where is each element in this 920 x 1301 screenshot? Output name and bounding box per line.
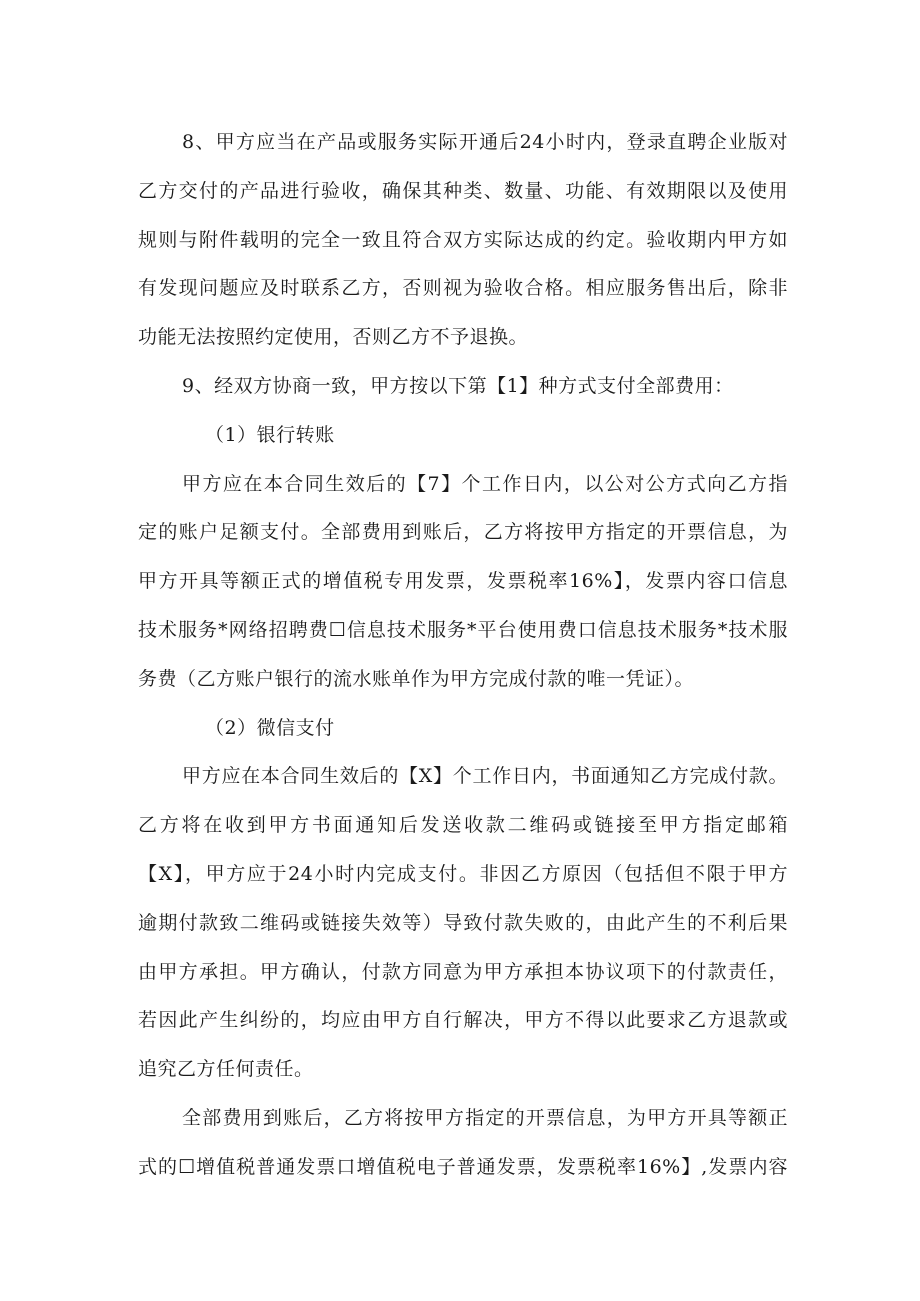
bank-transfer-line-2: 定的账户足额支付。全部费用到账后，乙方将按甲方指定的开票信息，为 <box>138 521 788 544</box>
wechat-pay-line-1: 甲方应在本合同生效后的【X】个工作日内，书面通知乙方完成付款。 <box>182 765 788 788</box>
wechat-pay-line-2: 乙方将在收到甲方书面通知后发送收款二维码或链接至甲方指定邮箱 <box>138 814 788 837</box>
wechat-pay-line-5: 由甲方承担。甲方确认，付款方同意为甲方承担本协议项下的付款责任， <box>138 960 788 983</box>
clause-8-line-5: 功能无法按照约定使用，否则乙方不予退换。 <box>138 326 529 349</box>
wechat-pay-line-6: 若因此产生纠纷的，均应由甲方自行解决，甲方不得以此要求乙方退款或 <box>138 1009 788 1032</box>
document-body <box>138 118 788 1192</box>
wechat-pay-line-3: 【X】，甲方应于24小时内完成支付。非因乙方原因（包括但不限于甲方 <box>138 862 788 885</box>
clause-8-line-4: 有发现问题应及时联系乙方，否则视为验收合格。相应服务售出后，除非 <box>138 277 788 300</box>
bank-transfer-heading: （1）银行转账 <box>205 423 335 446</box>
clause-8-line-2: 乙方交付的产品进行验收，确保其种类、数量、功能、有效期限以及使用 <box>138 179 788 202</box>
wechat-pay-line-4: 逾期付款致二维码或链接失效等）导致付款失败的，由此产生的不利后果 <box>138 911 788 934</box>
invoice-line-1: 全部费用到账后，乙方将按甲方指定的开票信息，为甲方开具等额正 <box>182 1106 788 1129</box>
clause-8-line-1: 8、甲方应当在产品或服务实际开通后24小时内，登录直聘企业版对 <box>182 131 788 153</box>
wechat-pay-line-7: 追究乙方任何责任。 <box>138 1058 314 1081</box>
clause-8-line-3: 规则与附件载明的完全一致且符合双方实际达成的约定。验收期内甲方如 <box>138 228 788 251</box>
bank-transfer-line-1: 甲方应在本合同生效后的【7】个工作日内，以公对公方式向乙方指 <box>182 472 788 495</box>
bank-transfer-line-5: 务费（乙方账户银行的流水账单作为甲方完成付款的唯一凭证）。 <box>138 667 695 690</box>
bank-transfer-line-4: 技术服务*网络招聘费☐信息技术服务*平台使用费口信息技术服务*技术服 <box>138 618 788 641</box>
wechat-pay-heading: （2）微信支付 <box>205 716 335 739</box>
bank-transfer-line-3: 甲方开具等额正式的增值税专用发票，发票税率16%】，发票内容口信息 <box>138 570 788 593</box>
invoice-line-2: 式的☐增值税普通发票口增值税电子普通发票，发票税率16%】,发票内容 <box>138 1155 788 1178</box>
clause-9-heading: 9、经双方协商一致，甲方按以下第【1】种方式支付全部费用： <box>182 374 734 397</box>
